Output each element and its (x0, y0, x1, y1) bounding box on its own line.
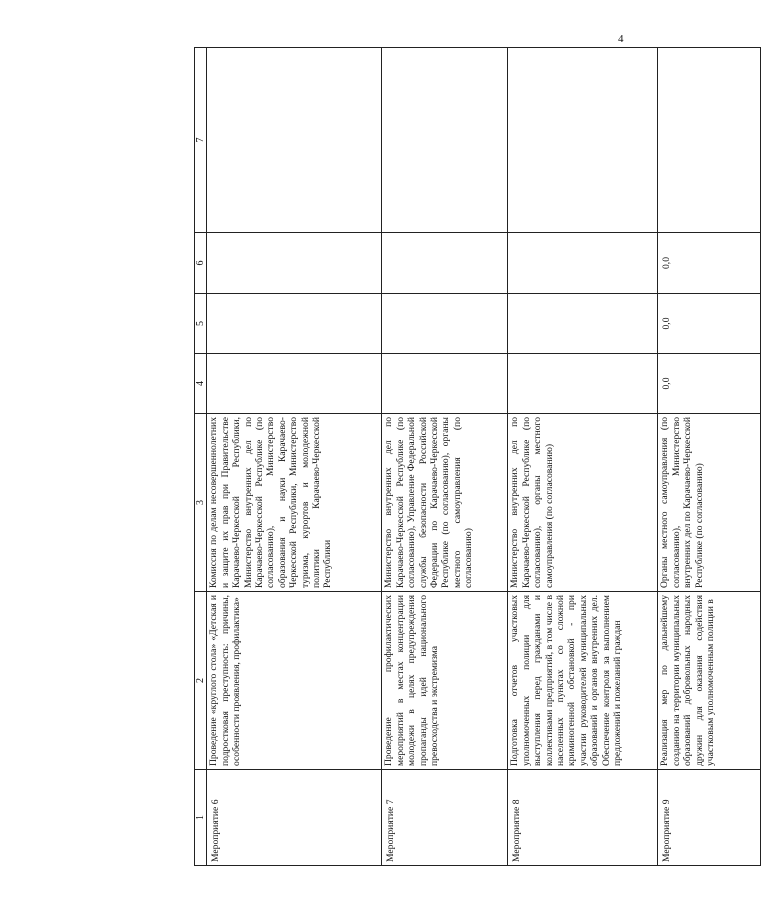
header-cell-7: 7 (195, 48, 207, 233)
value-cell-5 (508, 294, 658, 354)
table-row (508, 48, 658, 866)
value-cell-6: 0,0 (658, 233, 761, 294)
event-cell: Мероприятие 7 (382, 770, 508, 866)
value-cell-5 (207, 294, 382, 354)
value-cell-4 (382, 354, 508, 414)
table-row (207, 48, 382, 866)
value-cell-4 (207, 354, 382, 414)
executors-cell: Комиссия по делам несовершеннолетних и защите их прав при Правительстве Карачаево-Черкесской Республики, Министерство внутренних дел по Карачаево-Черкесской Республике (по согласованию), Министерство образования и науки Карачаево-Черкесской Республики, Министерство туризма, курортов и молодежной политики Карачаево-Черкесской Республики (207, 414, 382, 592)
value-cell-6 (508, 233, 658, 294)
value-cell-6 (382, 233, 508, 294)
value-cell-7 (508, 48, 658, 233)
measures-table (194, 47, 761, 866)
value-cell-7 (382, 48, 508, 233)
header-cell-5: 5 (195, 294, 207, 354)
header-cell-2: 2 (195, 592, 207, 770)
executors-cell: Органы местного самоуправления (по согласованию), Министерство внутренних дел по Карачаево-Черкесской Республике (по согласованию) (658, 414, 761, 592)
header-cell-3: 3 (195, 414, 207, 592)
event-cell: Мероприятие 9 (658, 770, 761, 866)
table-row (382, 48, 508, 866)
value-cell-5 (382, 294, 508, 354)
value-cell-4: 0,0 (658, 354, 761, 414)
description-cell: Проведение профилактических мероприятий в местах концентрации молодежи в целях предупреждения пропаганды идей национального превосходства и экстремизма (382, 592, 508, 770)
document-table (194, 48, 748, 866)
description-cell: Подготовка отчетов участковых уполномоченных полиции для выступления перед гражданами и коллективами предприятий, в том числе в населенных пунктах со сложной криминогенной обстановкой - при участии руководителей муниципальных образований и органов внутренних дел. Обеспечение контроля за выполнением предложений и пожеланий граждан (508, 592, 658, 770)
value-cell-7 (658, 48, 761, 233)
description-cell: Проведение «круглого стола» «Детская и подростковая преступность: причины, особенности проявления, профилактика» (207, 592, 382, 770)
header-cell-1: 1 (195, 770, 207, 866)
header-cell-4: 4 (195, 354, 207, 414)
executors-cell: Министерство внутренних дел по Карачаево-Черкесской Республике (по согласованию), Управление Федеральной службы безопасности Российской Федерации по Карачаево-Черкесской Республике (по согласованию), органы местного самоуправления (по согласованию) (382, 414, 508, 592)
table-row (658, 48, 761, 866)
event-cell: Мероприятие 6 (207, 770, 382, 866)
page-number: 4 (618, 33, 624, 45)
value-cell-4 (508, 354, 658, 414)
value-cell-7 (207, 48, 382, 233)
header-cell-6: 6 (195, 233, 207, 294)
event-cell: Мероприятие 8 (508, 770, 658, 866)
value-cell-5: 0,0 (658, 294, 761, 354)
header-row (195, 48, 207, 866)
executors-cell: Министерство внутренних дел по Карачаево-Черкесской Республике (по согласованию), органы местного самоуправления (по согласованию) (508, 414, 658, 592)
value-cell-6 (207, 233, 382, 294)
description-cell: Реализация мер по дальнейшему созданию на территории муниципальных образований добровольных народных дружин для оказания содействия участковым уполномоченным полиции в (658, 592, 761, 770)
